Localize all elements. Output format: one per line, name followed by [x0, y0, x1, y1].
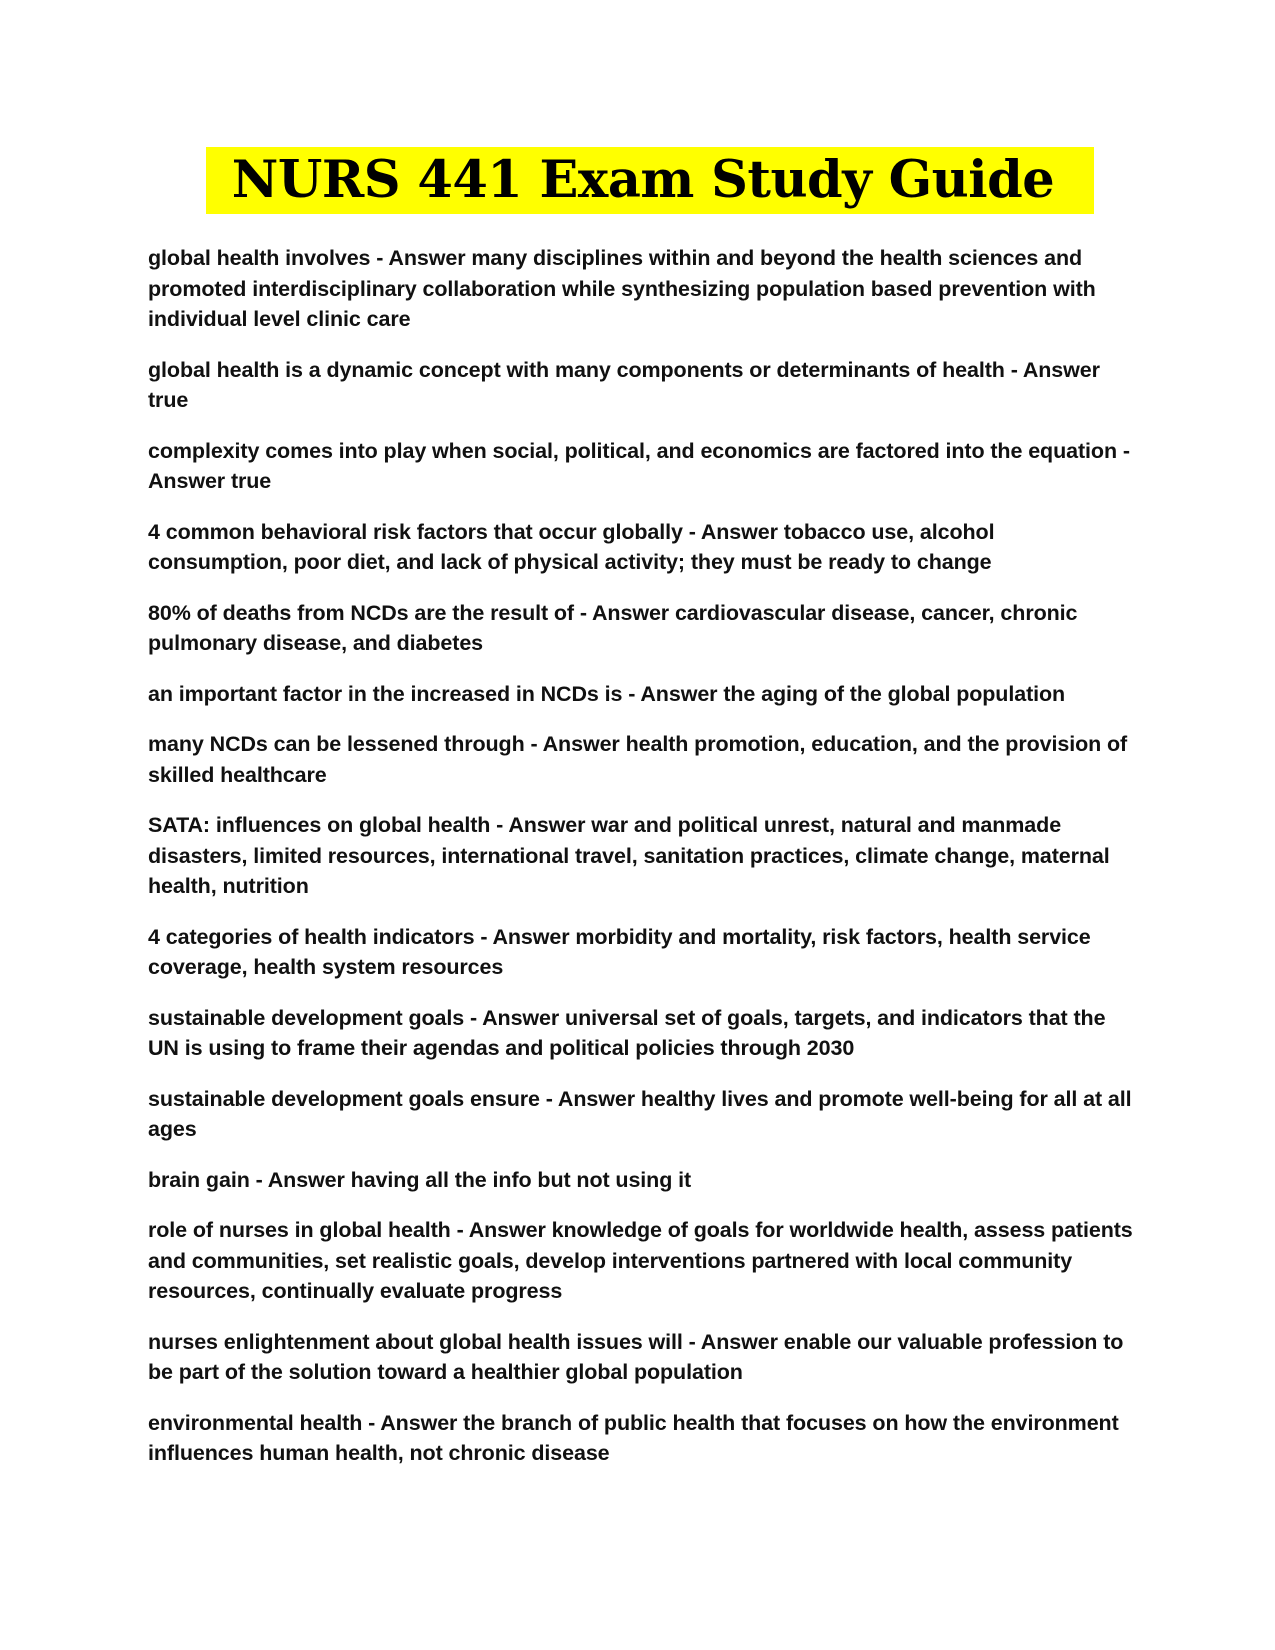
qa-list: [148, 243, 1138, 1489]
qa-item: SATA: influences on global health - Answer war and political unrest, natural and manmade disasters, limited resources, international travel, sanitation practices, climate change, maternal health, nutrition: [148, 813, 1110, 898]
qa-item: sustainable development goals - Answer universal set of goals, targets, and indicators that the UN is using to frame their agendas and political policies through 2030: [148, 1005, 1106, 1060]
qa-item: many NCDs can be lessened through - Answer health promotion, education, and the provision of skilled healthcare: [148, 732, 1128, 787]
qa-item: 4 common behavioral risk factors that occur globally - Answer tobacco use, alcohol consumption, poor diet, and lack of physical activity; they must be ready to change: [148, 519, 995, 574]
qa-item: 80% of deaths from NCDs are the result of - Answer cardiovascular disease, cancer, chronic pulmonary disease, and diabetes: [148, 600, 1078, 655]
title-highlight: [206, 147, 1094, 214]
page-title: NURS 441 Exam Study Guide: [231, 150, 1055, 210]
qa-item: 4 categories of health indicators - Answer morbidity and mortality, risk factors, health service coverage, health system resources: [148, 924, 1091, 979]
qa-item: role of nurses in global health - Answer knowledge of goals for worldwide health, assess patients and communities, set realistic goals, develop interventions partnered with local community resources, continually evaluate progress: [148, 1218, 1133, 1303]
qa-item: an important factor in the increased in NCDs is - Answer the aging of the global population: [148, 681, 1066, 706]
qa-item: environmental health - Answer the branch of public health that focuses on how the environment influences human health, not chronic disease: [148, 1410, 1119, 1465]
qa-item: global health is a dynamic concept with many components or determinants of health - Answer true: [148, 357, 1100, 412]
qa-item: sustainable development goals ensure - Answer healthy lives and promote well-being for all at all ages: [148, 1086, 1132, 1141]
qa-item: global health involves - Answer many disciplines within and beyond the health sciences and promoted interdisciplinary collaboration while synthesizing population based prevention with individual level clinic care: [148, 246, 1096, 331]
qa-item: complexity comes into play when social, political, and economics are factored into the equation - Answer true: [148, 438, 1130, 493]
qa-item: nurses enlightenment about global health issues will - Answer enable our valuable profession to be part of the solution toward a healthier global population: [148, 1329, 1124, 1384]
qa-item: brain gain - Answer having all the info but not using it: [148, 1167, 692, 1192]
